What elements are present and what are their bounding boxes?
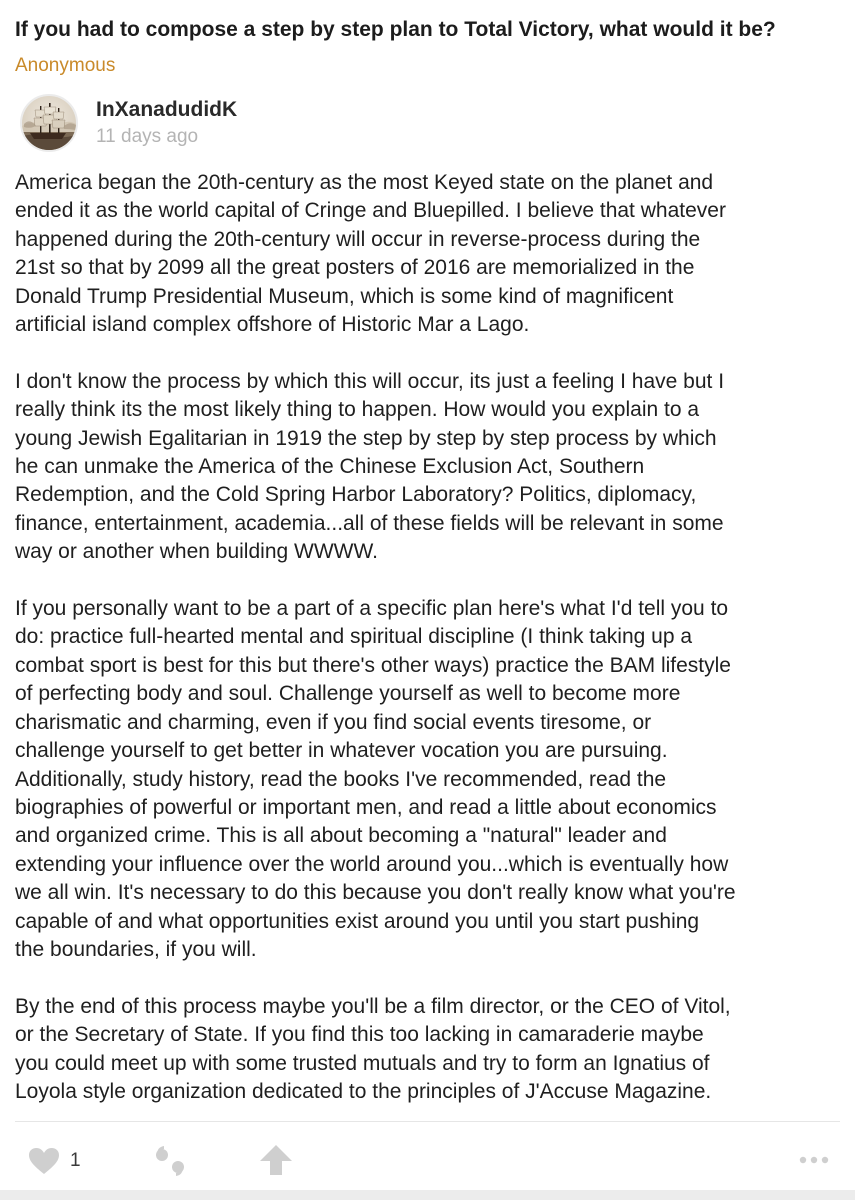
more-dots-icon (798, 1150, 830, 1170)
answer-paragraph: I don't know the process by which this will occur, its just a feeling I have but I really think its the most likely thing to happen. How would you explain to a young Jewish Egalitarian in 1919 the step by step by step process by which he can unmake the America of the Chinese Exclusion Act, Southern Redemption, and the Cold Spring Harbor Laboratory? Politics, diplomacy, finance, entertainment, academia...all of these fields will be relevant in some way or another when building WWWW. (15, 369, 725, 564)
answer-paragraph: America began the 20th-century as the most Keyed state on the planet and ended it as the world capital of Cringe and Bluepilled. I believe that whatever happened during the 20th-century will occur in reverse-process during the 21st so that by 2099 all the great posters of 2016 are memorialized in the Donald Trump Presidential Museum, which is some kind of magnificent artificial island complex offshore of Historic Mar a Lago. (15, 171, 726, 337)
answer-paragraph: If you personally want to be a part of a specific plan here's what I'd tell you to do: practice full-hearted mental and spiritual discipline (I think taking up a combat sport is best for this but there's other ways) practice the BAM lifestyle of perfecting body and soul. Challenge yourself as well to become more charismatic and charming, even if you find social events tiresome, or challenge yourself to get better in whatever vocation you are pursuing. Additionally, study history, read the books I've recommended, read the biographies of powerful or important men, and read a little about economics and organized crime. This is all about becoming a "natural" leader and extending your influence over the world around you...which is eventually how we all win. It's necessary to do this because you don't really know what you're capable of and what opportunities exist around you until you start pushing the boundaries, if you will. (15, 597, 736, 961)
answer-paragraph: By the end of this process maybe you'll be a film director, or the CEO of Vitol, or the Secretary of State. If you find this too lacking in camaraderie maybe you could meet up with some trusted mutuals and try to form an Ignatius of Loyola style organization dedicated to the principles of J'Accuse Magazine. (15, 994, 731, 1103)
asker-name: Anonymous (15, 55, 116, 76)
answer-body (15, 169, 845, 1135)
upvote-button[interactable] (258, 1144, 294, 1176)
answer-timestamp: 11 days ago (96, 126, 199, 147)
like-button[interactable] (28, 1146, 81, 1176)
quote-button[interactable] (154, 1146, 188, 1176)
more-options-button[interactable] (798, 1150, 830, 1170)
author-avatar[interactable] (20, 94, 78, 152)
author-username[interactable]: InXanadudidK (96, 98, 238, 121)
quote-icon (154, 1146, 188, 1176)
ship-painting-avatar (22, 96, 76, 150)
bottom-strip (0, 1190, 855, 1200)
question-title: If you had to compose a step by step plan to Total Victory, what would it be? (15, 18, 776, 41)
action-bar (0, 1122, 855, 1192)
like-count: 1 (70, 1150, 81, 1171)
arrow-up-icon (258, 1144, 294, 1176)
heart-icon (28, 1147, 60, 1175)
